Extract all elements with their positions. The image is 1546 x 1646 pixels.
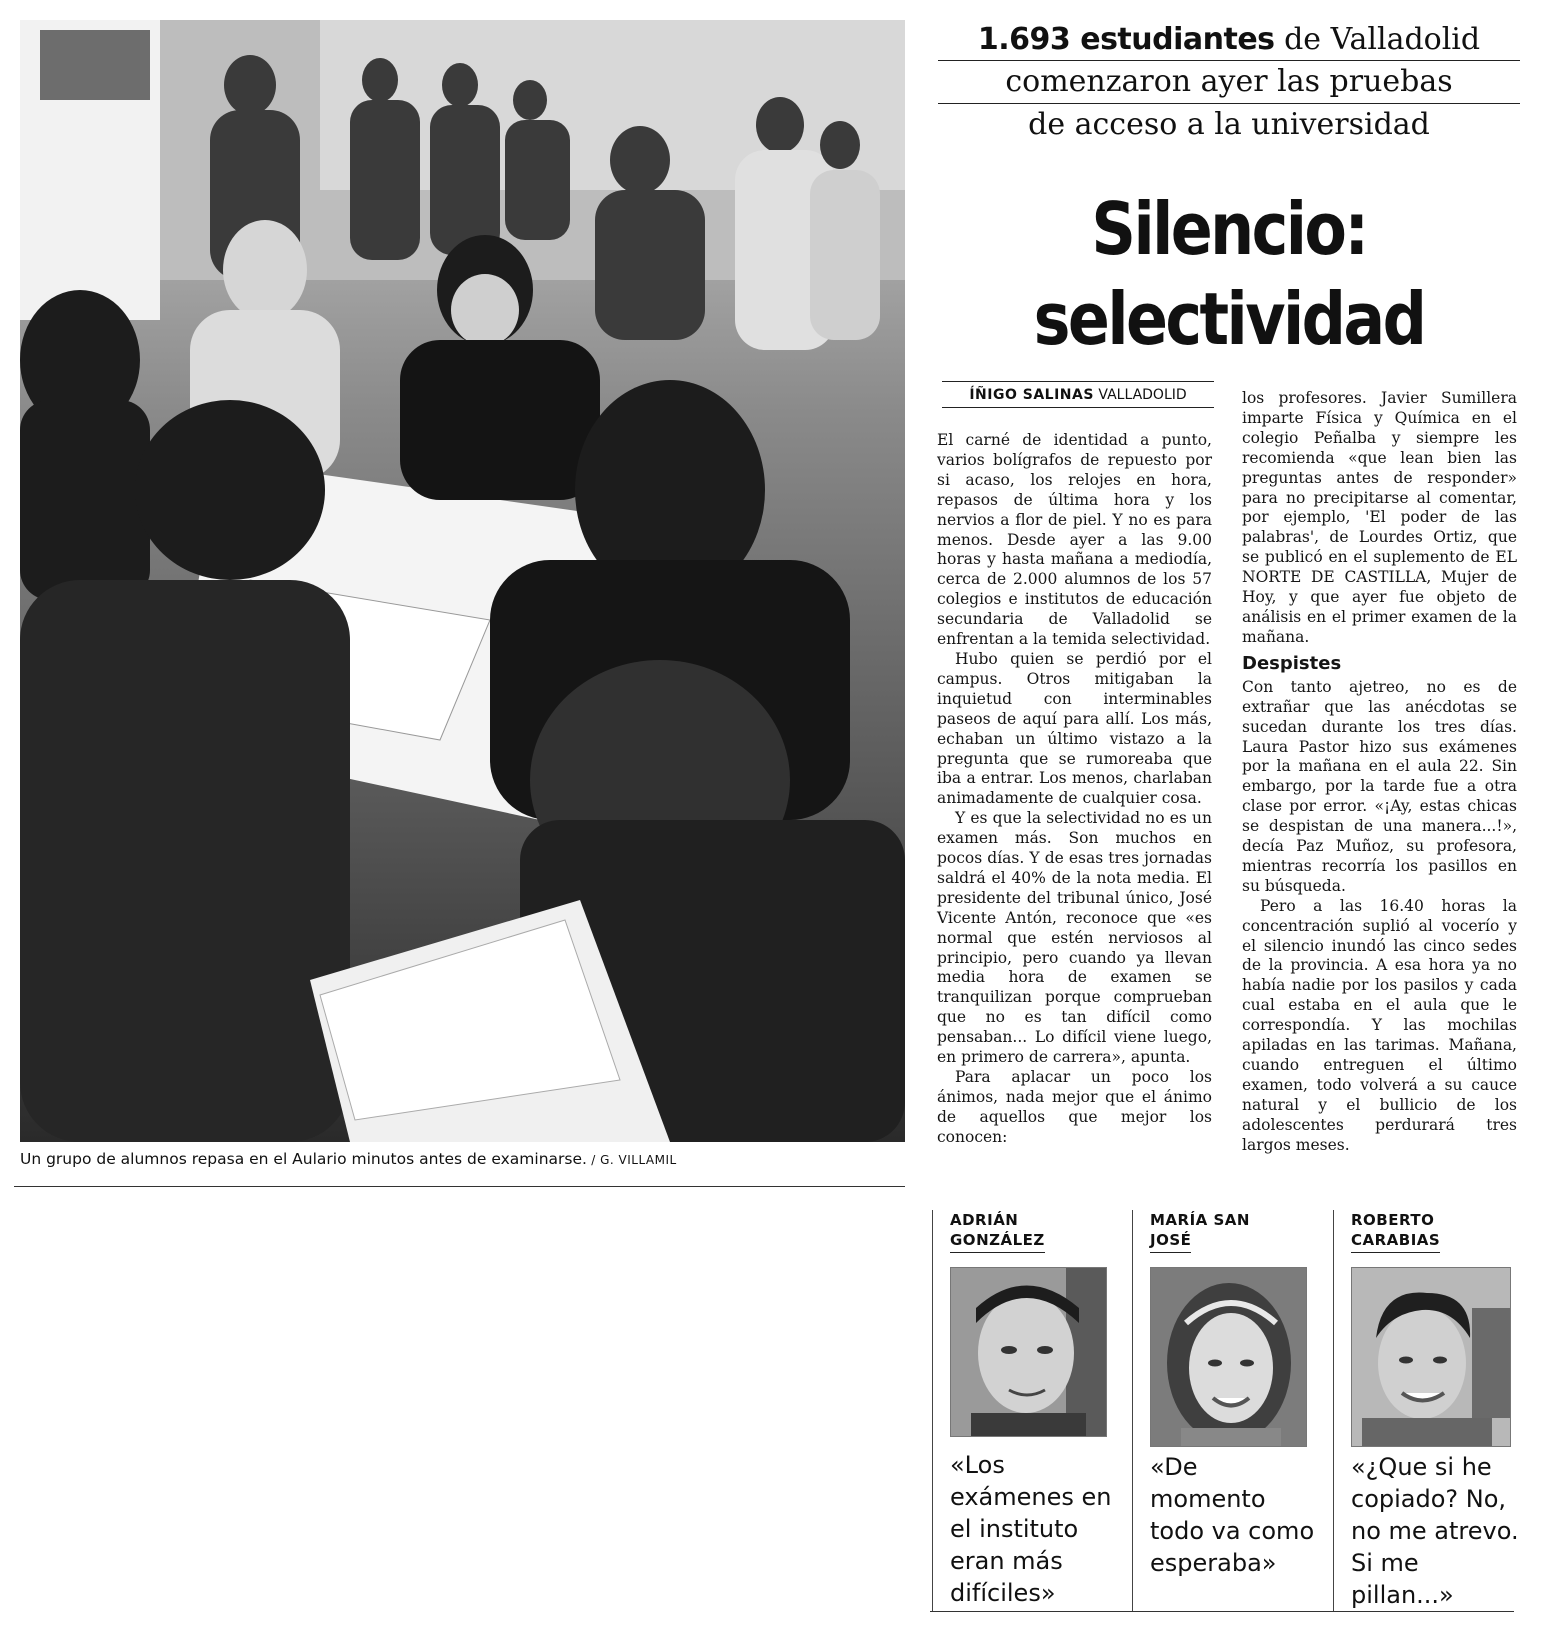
quote-bottom-rule — [930, 1611, 1514, 1612]
deck-rule — [938, 103, 1520, 104]
quote-name: ROBERTO CARABIAS — [1351, 1210, 1521, 1253]
headline — [979, 184, 1480, 364]
main-photo — [20, 20, 905, 1142]
article-paragraph: Y es que la selectividad no es un examen más. Son muchos en pocos días. Y de esas tres jornadas saldrá el 40% de la nota media. El presidente del tribunal único, José Vicente Antón, reconoce que «es normal que estén nerviosos al principio, pero cuando ya llevan media hora de examen se tranquilizan porque comprueban que no es tan difícil como pensaban... Lo difícil viene luego, en primero de carrera», apunta. — [937, 809, 1212, 1067]
article-column-1 — [937, 431, 1212, 1148]
quote-card-3 — [1351, 1210, 1521, 1611]
quote-divider — [1132, 1210, 1133, 1611]
quote-card-2 — [1150, 1210, 1320, 1579]
quote-text: «De momento todo va como esperaba» — [1150, 1453, 1315, 1577]
quote-card-1 — [950, 1210, 1120, 1609]
portrait-photo — [950, 1267, 1107, 1437]
caption-rule — [14, 1186, 905, 1187]
deck-line-2: comenzaron ayer las pruebas — [1005, 64, 1453, 99]
headline-line-2: selectividad — [1033, 277, 1425, 361]
portrait-photo — [1150, 1267, 1307, 1447]
article-paragraph: Pero a las 16.40 horas la concentración suplió al vocerío y el silencio inundó las cinco sedes de la provincia. A esa hora ya no había nadie por los pasilos y cada cual estaba en el aula que le correspondía. Y las mochilas apiladas en las tarimas. Mañana, cuando entreguen el último examen, todo volverá a su cauce natural y el bullicio de los adolescentes perdurará tres largos meses. — [1242, 896, 1517, 1154]
article-paragraph: Con tanto ajetreo, no es de extrañar que las anécdotas se sucedan durante los tres días. Laura Pastor hizo sus exámenes por la mañana en el aula 22. Sin embargo, por la tarde fue a otra clase por error. «¡Ay, estas chicas se despistan de una manera...!», decía Paz Muñoz, su profesora, mientras recorría los pasillos en su búsqueda. — [1242, 677, 1517, 895]
quote-text: «¿Que si he copiado? No, no me atrevo. Si me pillan...» — [1351, 1453, 1519, 1609]
quote-text: «Los exámenes en el instituto eran más difíciles» — [950, 1451, 1112, 1607]
quote-name: ADRIÁN GONZÁLEZ — [950, 1210, 1120, 1253]
headline-line-1: Silencio: — [1091, 187, 1367, 271]
quote-divider — [932, 1210, 933, 1611]
article-column-2 — [1242, 389, 1517, 1156]
photo-credit: / G. VILLAMIL — [586, 1153, 677, 1167]
deck-line-1: 1.693 estudiantes de Valladolid — [977, 22, 1481, 57]
quote-divider — [1333, 1210, 1334, 1611]
subheading: Despistes — [1242, 652, 1342, 674]
quote-name: MARÍA SAN JOSÉ — [1150, 1210, 1320, 1253]
article-paragraph: Hubo quien se perdió por el campus. Otros mitigaban la inquietud con interminables paseos de aquí para allí. Los más, echaban un último vistazo a la pregunta que se rumoreaba que iba a entrar. Los menos, charlaban animadamente de cualquier cosa. — [937, 649, 1212, 808]
article-paragraph: los profesores. Javier Sumillera imparte Física y Química en el colegio Peñalba y siempre les recomienda «que lean bien las preguntas antes de responder» para no precipitarse al comentar, por ejemplo, 'El poder de las palabras', de Lourdes Ortiz, que se publicó en el suplemento de EL NORTE DE CASTILLA, Mujer de Hoy, y que ayer fue objeto de análisis en el primer examen de la mañana. — [1242, 389, 1517, 646]
article-paragraph: Para aplacar un poco los ánimos, nada mejor que el ánimo de aquellos que mejor los conocen: — [937, 1068, 1212, 1146]
portrait-photo — [1351, 1267, 1511, 1447]
byline: ÍÑIGO SALINAS VALLADOLID — [942, 381, 1214, 408]
photo-caption: Un grupo de alumnos repasa en el Aulario minutos antes de examinarse. / G. VILLAMIL — [20, 1150, 677, 1168]
article-paragraph: El carné de identidad a punto, varios bolígrafos de repuesto por si acaso, los relojes en hora, repasos de última hora y los nervios a flor de piel. Y no es para menos. Desde ayer a las 9.00 horas y hasta mañana a mediodía, cerca de 2.000 alumnos de los 57 colegios e institutos de educación secundaria de Valladolid se enfrentan a la temida selectividad. — [937, 431, 1212, 649]
deck-line-3: de acceso a la universidad — [1028, 107, 1430, 142]
deck-rule — [938, 60, 1520, 61]
